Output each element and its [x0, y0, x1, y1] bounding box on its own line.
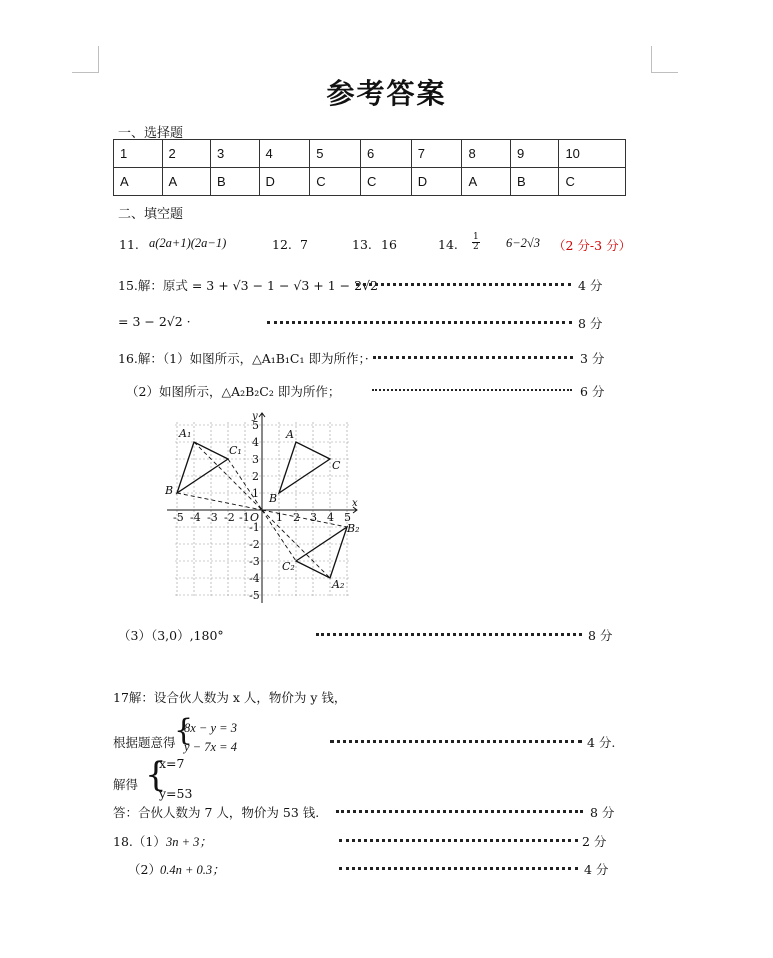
- x-tick-label: -5: [173, 511, 184, 524]
- triangle-a2b2c2: [296, 527, 347, 578]
- q13-answer: 16: [381, 237, 397, 252]
- table-cell: B: [510, 168, 559, 196]
- q16-score-1: 3 分: [580, 351, 605, 366]
- q16-score-2: 6 分: [580, 384, 605, 399]
- q18-line-2-number: （2）: [128, 862, 161, 877]
- q14-number: 14.: [438, 237, 458, 252]
- fraction-numerator: 1: [473, 232, 479, 242]
- dotted-leader: [356, 283, 571, 286]
- x-tick-label: 3: [310, 511, 317, 524]
- point-label-a1: A₁: [179, 427, 192, 440]
- point-label-a: A: [286, 428, 294, 441]
- table-cell: A: [462, 168, 511, 196]
- dotted-leader: [330, 740, 582, 743]
- table-cell: 2: [162, 140, 211, 168]
- section-1-heading: 一、选择题: [118, 126, 184, 141]
- axes: [167, 413, 357, 603]
- y-tick-label: 1: [252, 487, 259, 500]
- table-cell: 9: [510, 140, 559, 168]
- q15-score-1: 4 分: [578, 278, 603, 293]
- fraction-denominator: 2: [473, 242, 479, 252]
- answer-table-answer-row: [114, 168, 626, 196]
- y-tick-label: -4: [249, 572, 260, 585]
- q17-solution-2: y=53: [159, 786, 193, 801]
- q14-fraction: [472, 232, 480, 252]
- x-tick-label: -2: [224, 511, 235, 524]
- section-2-heading: 二、填空题: [118, 207, 184, 222]
- coordinate-grid-figure: [165, 407, 365, 607]
- point-label-c2: C₂: [282, 560, 295, 573]
- dotted-leader: [339, 867, 578, 870]
- table-cell: C: [310, 168, 361, 196]
- q17-score-1: 4 分.: [587, 735, 616, 750]
- table-cell: 7: [411, 140, 462, 168]
- point-label-b: B: [269, 492, 278, 505]
- table-cell: 3: [211, 140, 260, 168]
- x-tick-label: 1: [276, 511, 283, 524]
- dotted-leader: [339, 839, 578, 842]
- q16-line-1: 16.解：（1）如图所示，△A₁B₁C₁ 即为所作；·: [118, 351, 369, 366]
- table-cell: 8: [462, 140, 511, 168]
- q15-line-1: 15.解：原式 = 3 + √3 − 1 − √3 + 1 − 2√2: [118, 278, 378, 293]
- x-tick-label: -4: [190, 511, 201, 524]
- corner-mark-top-right: [651, 46, 678, 73]
- q18-line-1-expression: 3n + 3；: [166, 835, 212, 849]
- x-tick-label: 5: [344, 511, 351, 524]
- q11-answer: a(2a+1)(2a−1): [149, 236, 227, 250]
- q16-score-3: 8 分: [588, 628, 613, 643]
- y-tick-label: 4: [252, 436, 259, 449]
- q14-answer-2: 6−2√3: [506, 236, 541, 250]
- y-tick-label: 3: [252, 453, 259, 466]
- x-tick-label: 2: [293, 511, 300, 524]
- table-cell: C: [360, 168, 411, 196]
- q16-line-2: （2）如图所示，△A₂B₂C₂ 即为所作；: [126, 384, 341, 399]
- point-label-b1: B: [165, 484, 174, 497]
- point-label-c1: C₁: [229, 444, 242, 457]
- q11-number: 11.: [119, 237, 139, 252]
- y-tick-label: 5: [252, 419, 259, 432]
- y-tick-label: 2: [252, 470, 259, 483]
- dotted-leader: [316, 633, 582, 636]
- q17-equation-2: y − 7x = 4: [184, 740, 237, 754]
- q18-score-1: 2 分: [582, 834, 607, 849]
- answer-table-number-row: [114, 140, 626, 168]
- point-label-c: C: [332, 459, 341, 472]
- q12-answer: 7: [300, 237, 308, 252]
- table-cell: C: [559, 168, 626, 196]
- table-cell: 10: [559, 140, 626, 168]
- y-axis-label: y: [252, 411, 258, 422]
- point-label-a2: A₂: [332, 578, 345, 591]
- table-cell: A: [162, 168, 211, 196]
- q16-line-3: （3）（3,0）,180°: [118, 628, 224, 643]
- table-cell: D: [411, 168, 462, 196]
- dotted-leader: [373, 356, 573, 359]
- q15-line-2: = 3 − 2√2 ·: [118, 314, 191, 329]
- x-tick-label: -3: [207, 511, 218, 524]
- equation-brace: {: [174, 713, 194, 748]
- table-cell: 1: [114, 140, 163, 168]
- q17-line-1: 17解：设合伙人数为 x 人，物价为 y 钱，: [113, 690, 347, 705]
- table-cell: 5: [310, 140, 361, 168]
- q17-score-2: 8 分: [590, 805, 615, 820]
- y-tick-label: -1: [249, 521, 260, 534]
- q18-line-2-expression: 0.4n + 0.3；: [160, 863, 225, 877]
- q14-score-note: （2 分-3 分）: [553, 238, 632, 253]
- q15-score-2: 8 分: [578, 316, 603, 331]
- answer-table: [113, 139, 626, 196]
- point-label-b2: B₂: [347, 522, 360, 535]
- dotted-leader: [267, 321, 572, 324]
- q17-answer: 答：合伙人数为 7 人，物价为 53 钱.: [113, 805, 320, 820]
- table-cell: 4: [259, 140, 310, 168]
- x-axis-label: x: [352, 498, 358, 509]
- origin-label: O: [250, 511, 260, 524]
- solution-brace: {: [145, 755, 167, 795]
- x-tick-label: -1: [239, 511, 250, 524]
- y-tick-label: -3: [249, 555, 260, 568]
- dotted-leader: [336, 810, 583, 813]
- q13-number: 13.: [352, 237, 372, 252]
- triangle-a1b1c1: [177, 442, 228, 493]
- q17-lead: 根据题意得: [113, 735, 176, 750]
- q17-solve-lead: 解得: [113, 777, 139, 792]
- q17-solution-1: x=7: [159, 756, 185, 771]
- q12-number: 12.: [272, 237, 292, 252]
- q17-equation-1: 8x − y = 3: [184, 721, 237, 735]
- table-cell: A: [114, 168, 163, 196]
- triangle-abc: [279, 442, 330, 493]
- q18-score-2: 4 分: [584, 862, 609, 877]
- page-title: 参考答案: [326, 77, 447, 110]
- corner-mark-top-left: [72, 46, 99, 73]
- table-cell: D: [259, 168, 310, 196]
- q18-line-1-number: 18.（1）: [113, 834, 166, 849]
- table-cell: 6: [360, 140, 411, 168]
- table-cell: B: [211, 168, 260, 196]
- y-tick-label: -2: [249, 538, 260, 551]
- x-tick-label: 4: [327, 511, 334, 524]
- y-tick-label: -5: [249, 589, 260, 602]
- dotted-leader: [372, 389, 572, 391]
